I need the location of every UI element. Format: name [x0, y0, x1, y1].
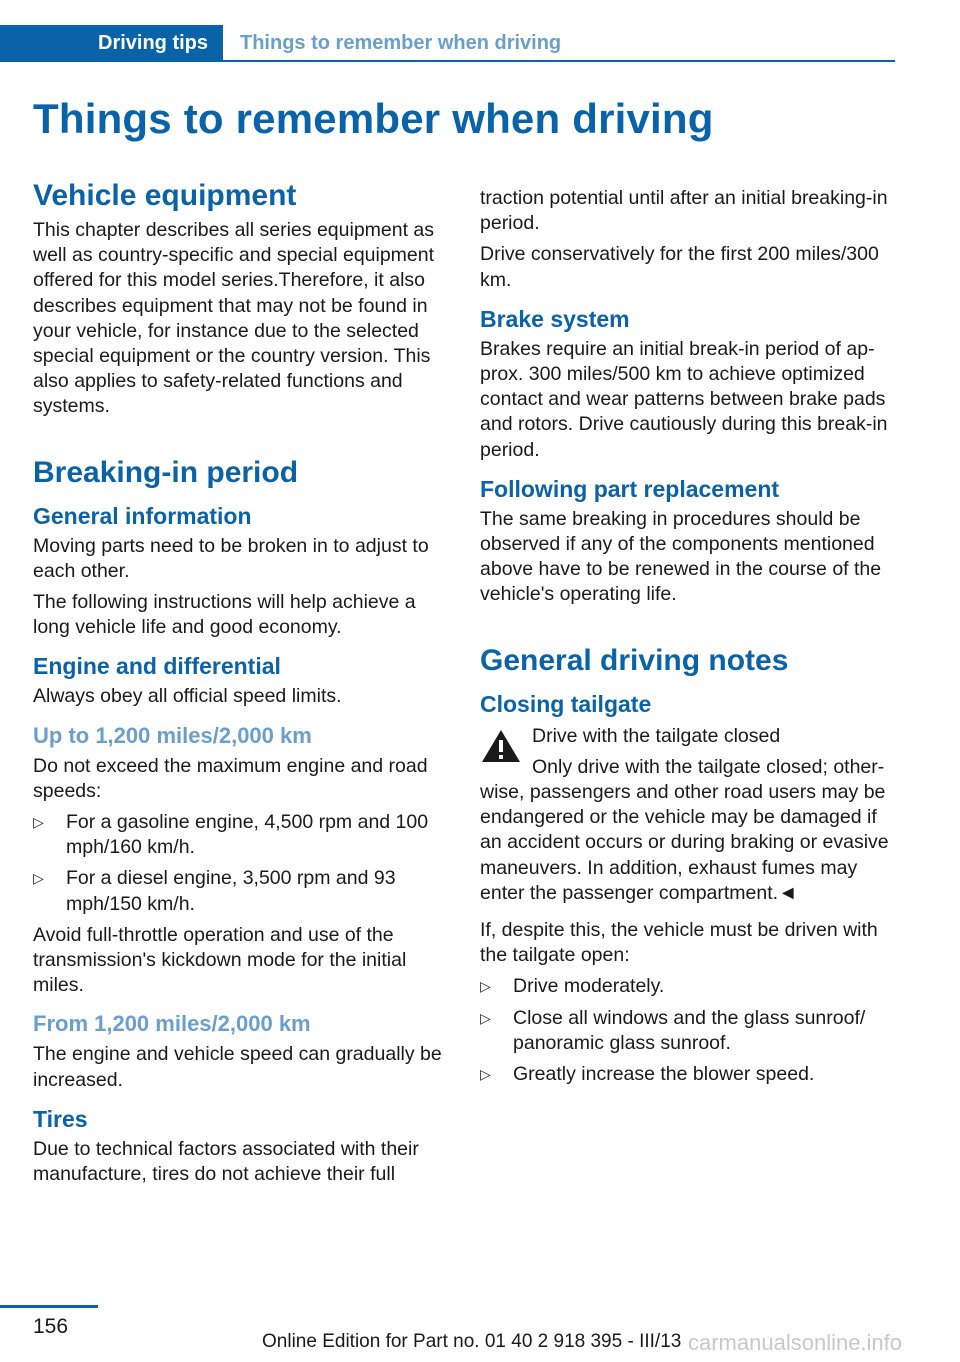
paragraph-general-info-1: Moving parts need to be broken in to adjust to each other.	[33, 534, 429, 582]
list-item: ▷ Greatly increase the blower speed.	[480, 1062, 898, 1087]
watermark: carmanualsonline.info	[688, 1330, 903, 1355]
bullet-triangle-icon: ▷	[480, 978, 491, 995]
paragraph-brake-system: Brakes require an initial break-in period of approx. 300 miles/500 km to achieve optimized contact and wear patterns between brake pads and rotors. Drive cautiously during this break-in period.	[480, 337, 888, 461]
paragraph-vehicle-equipment: This chapter describes all series equipment as well as country-specific and special equipment offered for this model series.Therefore, it also describes equipment that may not be found in your vehicle, for instance due to the selected special equipment or the country version. This also applies to safety-related functions and systems.	[33, 219, 435, 418]
list-item: ▷ For a diesel engine, 3,500 rpm and 93 mph/150 km/h.	[33, 867, 396, 915]
tab-driving-tips[interactable]: Driving tips	[0, 25, 223, 62]
heading-vehicle-equipment: Vehicle equipment	[33, 179, 297, 212]
page-title: Things to remember when driving	[33, 95, 714, 142]
paragraph-up-to: Do not exceed the maximum engine and road speeds:	[33, 754, 428, 802]
page-number: 156	[33, 1315, 69, 1338]
warning-title: Drive with the tailgate closed	[532, 724, 781, 747]
bullet-triangle-icon: ▷	[33, 870, 44, 887]
paragraph-tires: Due to technical factors associated with their manufacture, tires do not achieve their full	[33, 1137, 419, 1186]
bullet-triangle-icon: ▷	[480, 1066, 491, 1083]
bullet-triangle-icon: ▷	[33, 814, 44, 831]
heading-tires: Tires	[33, 1105, 88, 1132]
bullet-triangle-icon: ▷	[480, 1009, 491, 1026]
header-bar	[0, 25, 895, 62]
warning-body: Only drive with the tailgate closed; otherwise, passengers and other road users may be endangered or the vehicle may be damaged if an accident occurs or during braking or evasive maneuvers. In addition, exhaust fumes may enter the passenger compartment.◄	[480, 755, 889, 904]
heading-general-information: General information	[33, 502, 252, 529]
heading-up-to: Up to 1,200 miles/2,000 km	[33, 722, 312, 748]
paragraph-general-info-2: The following instructions will help achieve a long vehicle life and good economy.	[33, 591, 416, 639]
heading-following-part-replacement: Following part replacement	[480, 475, 780, 502]
tab-things-to-remember[interactable]: Things to remember when driving	[240, 32, 562, 54]
paragraph-engine: Always obey all official speed limits.	[33, 685, 342, 708]
list-tailgate-open	[480, 974, 898, 1087]
paragraph-if-despite: If, despite this, the vehicle must be driven with the tailgate open:	[480, 919, 878, 967]
heading-breaking-in: Breaking-in period	[33, 455, 299, 489]
heading-engine-differential: Engine and differential	[33, 653, 281, 680]
list-item: ▷ Close all windows and the glass sunroof/ panoramic glass sunroof.	[480, 1006, 866, 1054]
paragraph-from: The engine and vehicle speed can gradually be increased.	[33, 1043, 442, 1091]
paragraph-following: The same breaking in procedures should be observed if any of the components mentioned above have to be renewed in the course of the vehicle's operating life.	[480, 507, 882, 606]
paragraph-tires-continued: traction potential until after an initial breaking-in period.	[480, 187, 888, 235]
edition-text: Online Edition for Part no. 01 40 2 918 395 - III/13	[262, 1331, 682, 1352]
paragraph-avoid: Avoid full-throttle operation and use of the transmission's kickdown mode for the initial miles.	[33, 923, 407, 997]
heading-brake-system: Brake system	[480, 305, 630, 332]
heading-general-driving-notes: General driving notes	[480, 643, 789, 677]
list-item: ▷ For a gasoline engine, 4,500 rpm and 100 mph/160 km/h.	[33, 811, 429, 859]
heading-closing-tailgate: Closing tailgate	[480, 690, 652, 717]
warning-triangle-icon	[480, 728, 522, 764]
heading-from: From 1,200 miles/2,000 km	[33, 1011, 311, 1037]
paragraph-drive-conservatively: Drive conservatively for the first 200 miles/300 km.	[480, 243, 879, 291]
left-column	[33, 180, 451, 1187]
list-item: ▷ Drive moderately.	[480, 974, 898, 999]
list-speed-limits	[33, 810, 451, 917]
right-column	[480, 186, 898, 1087]
warning-box	[480, 724, 898, 906]
footer-rule	[0, 1305, 98, 1308]
